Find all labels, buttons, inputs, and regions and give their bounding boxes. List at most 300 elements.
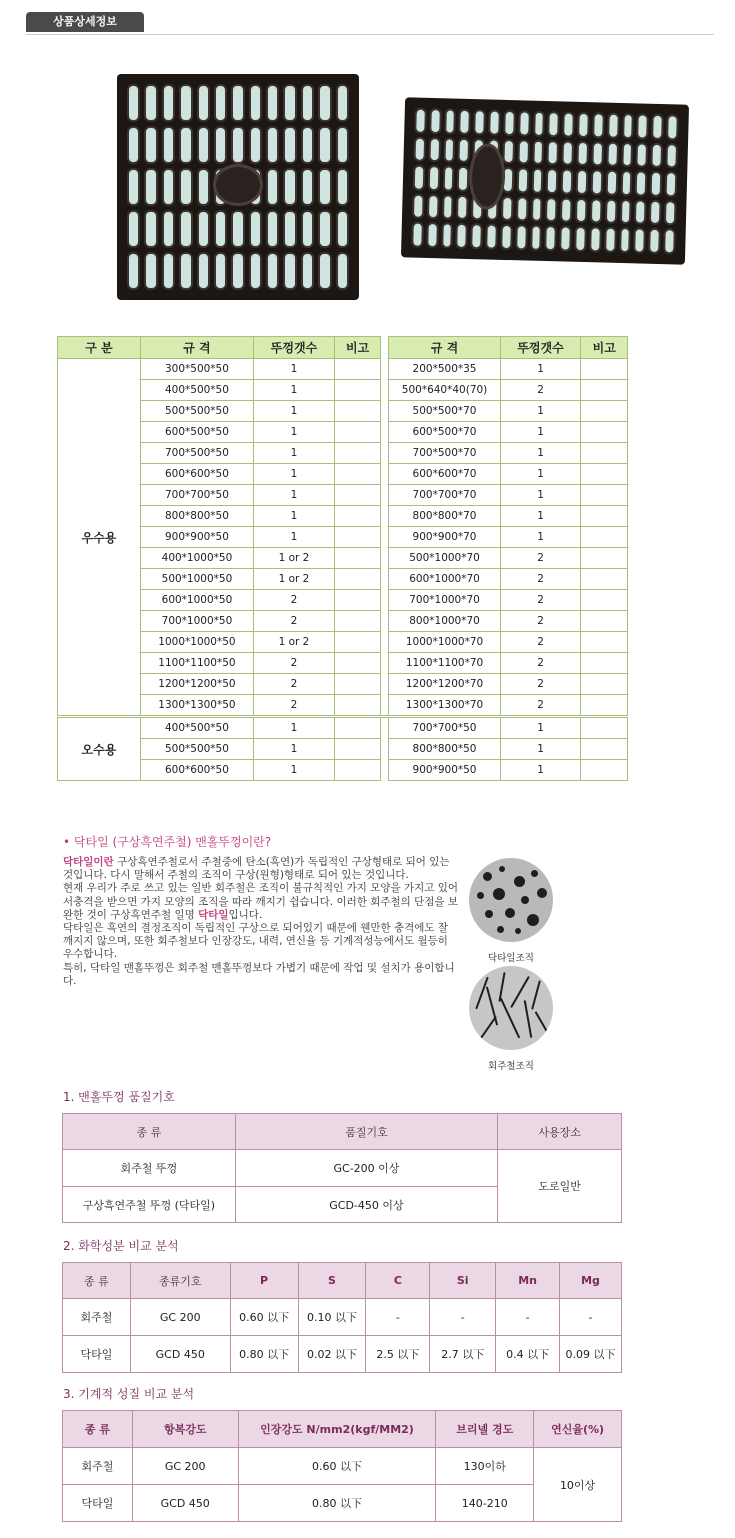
spec-note <box>334 590 380 611</box>
spec-lid-count: 1 <box>500 527 581 548</box>
grate-slot <box>162 84 175 122</box>
spec-note <box>334 674 380 695</box>
grate-slot <box>301 168 314 206</box>
spec-row <box>58 632 628 653</box>
grate-slot <box>301 252 314 290</box>
grate-slot <box>231 210 244 248</box>
grate-slot <box>516 196 528 222</box>
grate-slot <box>249 84 262 122</box>
grate-slot <box>620 199 632 225</box>
grate-slot <box>442 194 454 220</box>
spec-size: 600*600*50 <box>140 464 253 485</box>
grate-slot <box>162 210 175 248</box>
spec-size: 700*500*50 <box>140 443 253 464</box>
grate-slot <box>443 137 455 163</box>
spec-lid-count: 1 or 2 <box>254 548 335 569</box>
chem-cell: GC 200 <box>130 1299 230 1336</box>
grate-slot <box>548 111 561 137</box>
spec-note <box>581 506 628 527</box>
grate-slot <box>649 200 661 226</box>
grate-slot <box>650 171 662 197</box>
mech-tensile: 0.80 以下 <box>238 1485 436 1522</box>
spec-note <box>334 464 380 485</box>
spec-note <box>581 760 628 781</box>
spec-size: 1300*1300*70 <box>389 695 500 717</box>
spec-note <box>334 380 380 401</box>
spec-note <box>581 464 628 485</box>
grate-center-hole <box>213 164 263 206</box>
chem-header: S <box>298 1263 366 1299</box>
header-place: 사용장소 <box>498 1114 622 1150</box>
grate-slot <box>127 168 140 206</box>
mech-yield: GCD 450 <box>132 1485 238 1522</box>
spec-size: 900*900*70 <box>389 527 500 548</box>
spec-size: 700*500*70 <box>389 443 500 464</box>
grate-slot <box>413 165 425 191</box>
spec-size: 300*500*50 <box>140 359 253 380</box>
spec-note <box>334 506 380 527</box>
header-note: 비고 <box>334 337 380 359</box>
spec-note <box>334 422 380 443</box>
grate-slot <box>318 168 331 206</box>
header-size: 규 격 <box>389 337 500 359</box>
grate-slot <box>546 168 559 194</box>
spec-size: 800*1000*70 <box>389 611 500 632</box>
grate-slot <box>591 169 604 195</box>
spec-row <box>58 695 628 717</box>
mech-hardness: 140-210 <box>436 1485 534 1522</box>
grate-slot <box>619 227 631 253</box>
quality-section-title: 1. 맨홀뚜껑 품질기호 <box>63 1090 175 1104</box>
chem-header: 종류기호 <box>130 1263 230 1299</box>
chem-header: C <box>366 1263 430 1299</box>
mechanical-section-title: 3. 기계적 성질 비교 분석 <box>63 1387 195 1401</box>
grate-slot <box>318 210 331 248</box>
grate-slot <box>665 171 677 197</box>
spec-size: 400*1000*50 <box>140 548 253 569</box>
chem-cell: 0.10 以下 <box>298 1299 366 1336</box>
spec-row <box>58 717 628 739</box>
grate-slot <box>501 196 514 222</box>
spec-lid-count: 1 <box>254 485 335 506</box>
spec-note <box>581 632 628 653</box>
column-gap <box>381 443 389 464</box>
grate-slot <box>531 168 543 194</box>
spec-size: 500*500*70 <box>389 401 500 422</box>
spec-size: 500*640*40(70) <box>389 380 500 401</box>
grate-slot <box>214 126 227 164</box>
spec-note <box>581 674 628 695</box>
quality-place: 도로일반 <box>498 1150 622 1223</box>
ductile-caption: 닥타일조직 <box>488 953 534 964</box>
grate-slot <box>318 252 331 290</box>
spec-lid-count: 1 <box>500 401 581 422</box>
grate-slot <box>648 228 660 254</box>
spec-row <box>58 401 628 422</box>
spec-note <box>581 695 628 717</box>
grate-slot <box>561 169 573 195</box>
grate-slot <box>427 194 439 220</box>
grate-slot <box>547 140 560 166</box>
spec-note <box>581 653 628 674</box>
grate-slot <box>635 171 648 197</box>
spec-row <box>58 653 628 674</box>
spec-lid-count: 1 or 2 <box>254 569 335 590</box>
column-gap <box>381 739 389 760</box>
chem-header: P <box>230 1263 298 1299</box>
grate-slot <box>336 168 349 206</box>
spec-size: 500*500*50 <box>140 739 253 760</box>
grate-slot <box>500 224 513 250</box>
grate-slot <box>428 137 440 163</box>
grate-slot <box>197 252 210 290</box>
ductile-paragraph: 특히, 닥타일 맨홀뚜껑은 회주철 맨홀뚜껑보다 가볍기 때문에 작업 및 설치가 용이합니다. <box>63 961 455 987</box>
grate-slot <box>605 198 617 224</box>
column-gap <box>381 464 389 485</box>
grate-slot <box>231 126 244 164</box>
grate-slot <box>474 109 486 135</box>
spec-row <box>58 485 628 506</box>
spec-lid-count: 1 <box>254 760 335 781</box>
gray-iron-microstructure-image <box>469 966 553 1050</box>
spec-lid-count: 2 <box>500 548 581 569</box>
spec-size: 1000*1000*50 <box>140 632 253 653</box>
spec-size: 400*500*50 <box>140 717 253 739</box>
grate-slot <box>485 224 497 250</box>
spec-row <box>58 359 628 380</box>
column-gap <box>381 485 389 506</box>
grate-slot <box>637 113 650 139</box>
column-gap <box>381 506 389 527</box>
category-rainwater: 우수용 <box>58 359 141 717</box>
grate-slot <box>577 112 589 138</box>
header-yield-strength: 항복강도 <box>132 1411 238 1448</box>
column-gap <box>381 674 389 695</box>
spec-size: 900*900*50 <box>389 760 500 781</box>
spec-note <box>334 739 380 760</box>
grate-slot <box>266 84 279 122</box>
grate-slot <box>574 226 586 252</box>
spec-row <box>58 527 628 548</box>
spec-note <box>581 443 628 464</box>
spec-lid-count: 2 <box>500 569 581 590</box>
spec-note <box>581 569 628 590</box>
grate-slot <box>249 126 262 164</box>
spec-note <box>334 569 380 590</box>
grate-slot <box>488 110 500 136</box>
grate-slot <box>414 108 426 134</box>
grate-slot <box>426 222 438 248</box>
ductile-paragraph: 입니다. <box>228 908 263 921</box>
header-tensile-strength: 인장강도 N/mm2(kgf/MM2) <box>238 1411 436 1448</box>
grate-slot <box>666 114 678 140</box>
grate-slot <box>283 126 296 164</box>
grate-slot <box>336 126 349 164</box>
grate-slot <box>531 196 543 222</box>
spec-lid-count: 1 <box>254 527 335 548</box>
chem-cell: - <box>496 1299 560 1336</box>
grate-slot <box>622 113 634 139</box>
grate-slot <box>663 229 675 255</box>
header-note: 비고 <box>581 337 628 359</box>
mech-tensile: 0.60 以下 <box>238 1448 436 1485</box>
quality-code: GCD-450 이상 <box>235 1187 498 1223</box>
spec-note <box>334 653 380 674</box>
chem-header: Si <box>430 1263 496 1299</box>
mech-elongation: 10이상 <box>534 1448 622 1522</box>
spec-lid-count: 1 <box>500 359 581 380</box>
grate-slot <box>664 200 676 226</box>
spec-row <box>58 506 628 527</box>
chem-cell: 0.09 以下 <box>560 1336 622 1373</box>
spec-size: 800*800*50 <box>140 506 253 527</box>
grate-slot <box>283 84 296 122</box>
spec-note <box>334 695 380 717</box>
grate-slot <box>197 126 210 164</box>
spec-lid-count: 1 <box>500 464 581 485</box>
spec-size: 700*1000*70 <box>389 590 500 611</box>
spec-lid-count: 2 <box>500 695 581 717</box>
spec-size: 1200*1200*70 <box>389 674 500 695</box>
column-gap <box>381 401 389 422</box>
spec-lid-count: 1 <box>254 739 335 760</box>
spec-note <box>334 485 380 506</box>
spec-note <box>581 485 628 506</box>
grate-slot <box>590 198 603 224</box>
ductile-section-title: • 닥타일 (구상흑연주철) 맨홀뚜껑이란? <box>63 835 272 849</box>
grate-slot <box>545 225 558 251</box>
mech-type: 회주철 <box>63 1448 133 1485</box>
spec-note <box>334 632 380 653</box>
mechanical-table <box>62 1410 622 1522</box>
grate-slot <box>459 109 472 135</box>
column-gap <box>381 527 389 548</box>
grate-slot <box>283 168 296 206</box>
chem-header: 종 류 <box>63 1263 131 1299</box>
spec-size: 1000*1000*70 <box>389 632 500 653</box>
spec-lid-count: 2 <box>500 611 581 632</box>
grate-slot <box>162 252 175 290</box>
chem-cell: 0.02 以下 <box>298 1336 366 1373</box>
spec-note <box>334 443 380 464</box>
spec-size: 500*1000*70 <box>389 548 500 569</box>
spec-size: 600*500*70 <box>389 422 500 443</box>
spec-row <box>58 674 628 695</box>
grate-slot <box>559 226 571 252</box>
grate-slot <box>444 108 456 134</box>
tab-product-detail[interactable]: 상품상세정보 <box>26 12 144 32</box>
header-elongation: 연신율(%) <box>534 1411 622 1448</box>
grate-slot <box>231 252 244 290</box>
grate-slot <box>179 210 192 248</box>
spec-lid-count: 2 <box>254 611 335 632</box>
chem-cell: 닥타일 <box>63 1336 131 1373</box>
grate-slot <box>442 166 454 192</box>
grate-slot <box>502 138 515 164</box>
ductile-microstructure-image <box>469 858 553 942</box>
chem-cell: - <box>560 1299 622 1336</box>
column-gap <box>381 380 389 401</box>
column-gap <box>381 548 389 569</box>
grate-slot <box>592 112 605 138</box>
spec-row <box>58 569 628 590</box>
spec-size: 1200*1200*50 <box>140 674 253 695</box>
grate-slot <box>214 210 227 248</box>
grate-slot <box>532 139 544 165</box>
spec-size: 500*1000*50 <box>140 569 253 590</box>
spec-lid-count: 2 <box>500 380 581 401</box>
grate-slot <box>127 126 140 164</box>
grate-slot <box>456 195 469 221</box>
grate-slot <box>503 110 516 136</box>
mech-hardness: 130이하 <box>436 1448 534 1485</box>
grate-slot <box>197 210 210 248</box>
spec-lid-count: 2 <box>500 674 581 695</box>
spec-size: 900*900*50 <box>140 527 253 548</box>
spec-lid-count: 1 <box>254 443 335 464</box>
grate-slot <box>413 136 425 162</box>
spec-size: 700*700*50 <box>140 485 253 506</box>
chem-header: Mn <box>496 1263 560 1299</box>
quality-code: GC-200 이상 <box>235 1150 498 1187</box>
spec-size: 800*800*50 <box>389 739 500 760</box>
ductile-paragraph: 닥타일은 흑연의 결정조직이 독립적인 구상으로 되어있기 때문에 웬만한 충격에도 잘 깨지지 않으며, 또한 회주철보다 인장강도, 내력, 연신율 등 기계적성능에서도 월등히 우수합니다. <box>63 922 449 961</box>
grate-slot <box>634 228 647 254</box>
column-gap <box>381 337 389 359</box>
grate-slot <box>231 84 244 122</box>
spec-size: 1100*1100*70 <box>389 653 500 674</box>
grate-slot <box>666 143 678 169</box>
spec-row <box>58 548 628 569</box>
chem-cell: - <box>430 1299 496 1336</box>
grate-slot <box>301 210 314 248</box>
spec-note <box>334 611 380 632</box>
grate-slot <box>144 84 157 122</box>
grate-slot <box>197 84 210 122</box>
grate-slot <box>429 108 441 134</box>
spec-lid-count: 1 <box>254 506 335 527</box>
grate-slot <box>301 84 314 122</box>
manhole-grate-photo-rect <box>401 97 689 264</box>
grate-slot <box>283 252 296 290</box>
column-gap <box>381 569 389 590</box>
spec-size: 800*800*70 <box>389 506 500 527</box>
column-gap <box>381 760 389 781</box>
spec-size: 600*500*50 <box>140 422 253 443</box>
spec-note <box>334 548 380 569</box>
spec-header-row <box>58 337 628 359</box>
ductile-term: 닥타일 <box>198 908 229 921</box>
ductile-description <box>63 856 461 988</box>
spec-size: 1100*1100*50 <box>140 653 253 674</box>
header-type: 종 류 <box>63 1114 236 1150</box>
grate-slot <box>179 84 192 122</box>
chem-cell: 0.4 以下 <box>496 1336 560 1373</box>
ductile-term: 닥타일이란 <box>63 856 114 868</box>
spec-note <box>334 359 380 380</box>
grate-slot <box>179 252 192 290</box>
chemical-table <box>62 1262 622 1373</box>
header-lid-count: 뚜껑갯수 <box>500 337 581 359</box>
grate-slot <box>214 84 227 122</box>
spec-lid-count: 1 <box>500 422 581 443</box>
spec-note <box>581 611 628 632</box>
quality-type: 구상흑연주철 뚜껑 (닥타일) <box>63 1187 236 1223</box>
grate-slot <box>621 142 633 168</box>
chem-cell: - <box>366 1299 430 1336</box>
grate-slot <box>471 223 483 249</box>
header-brinell-hardness: 브리넬 경도 <box>436 1411 534 1448</box>
spec-note <box>581 548 628 569</box>
spec-row <box>58 590 628 611</box>
grate-slot <box>179 126 192 164</box>
spec-lid-count: 1 <box>500 739 581 760</box>
grate-slot <box>456 223 469 249</box>
spec-size: 200*500*35 <box>389 359 500 380</box>
spec-note <box>581 380 628 401</box>
spec-lid-count: 1 <box>254 464 335 485</box>
spec-lid-count: 2 <box>500 632 581 653</box>
ductile-paragraph: 현재 우리가 주로 쓰고 있는 일반 회주철은 조직이 불규칙적인 가지 모양을 가지고 있어서충격을 받으면 가지 모양의 조직을 따라 깨지기 쉽습니다. 이러한 회주철의 단점을 보완한 것이 구상흑연주철 일명 <box>63 882 459 921</box>
grate-slot <box>249 210 262 248</box>
spec-note <box>334 760 380 781</box>
spec-row <box>58 380 628 401</box>
chem-cell: 0.60 以下 <box>230 1299 298 1336</box>
grate-slot <box>127 252 140 290</box>
grate-slot <box>412 193 424 219</box>
grate-slot <box>606 141 618 167</box>
grate-slot <box>576 169 588 195</box>
spec-row <box>58 443 628 464</box>
grate-slot <box>577 140 589 166</box>
spec-lid-count: 2 <box>500 590 581 611</box>
grate-slot <box>301 126 314 164</box>
spec-lid-count: 1 <box>254 422 335 443</box>
grate-slot <box>634 199 647 225</box>
column-gap <box>381 653 389 674</box>
spec-size: 700*700*70 <box>389 485 500 506</box>
grate-slot <box>575 198 587 224</box>
spec-lid-count: 2 <box>254 674 335 695</box>
grate-slot <box>518 110 530 136</box>
chem-cell: GCD 450 <box>130 1336 230 1373</box>
column-gap <box>381 717 389 739</box>
quality-type: 회주철 뚜껑 <box>63 1150 236 1187</box>
grate-slot <box>144 168 157 206</box>
grate-slot <box>428 165 440 191</box>
grate-slot <box>457 166 470 192</box>
grate-slot <box>197 168 210 206</box>
spec-lid-count: 1 <box>500 760 581 781</box>
spec-row <box>58 422 628 443</box>
chemical-section-title: 2. 화학성분 비교 분석 <box>63 1239 179 1253</box>
grate-slot <box>411 222 423 248</box>
spec-lid-count: 2 <box>254 653 335 674</box>
grate-slot <box>458 137 471 163</box>
grate-slot <box>517 139 529 165</box>
grate-slot <box>162 126 175 164</box>
quality-table <box>62 1113 622 1223</box>
grate-slot <box>336 210 349 248</box>
mech-type: 닥타일 <box>63 1485 133 1522</box>
spec-table <box>57 336 628 781</box>
tab-bar <box>26 12 714 35</box>
spec-size: 600*1000*70 <box>389 569 500 590</box>
chem-cell: 0.80 以下 <box>230 1336 298 1373</box>
gray-iron-caption: 회주철조직 <box>488 1061 534 1072</box>
spec-note <box>334 527 380 548</box>
grate-slot <box>144 252 157 290</box>
